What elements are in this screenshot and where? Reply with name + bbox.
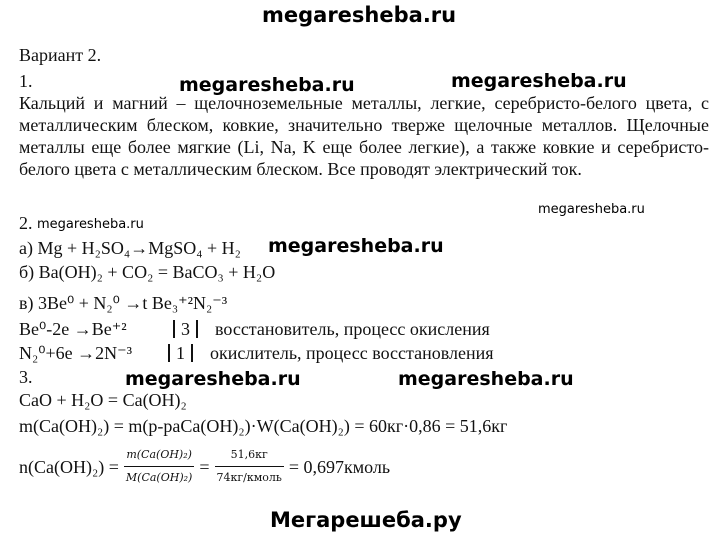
fraction-values-numerator: 51,6кг: [215, 444, 284, 467]
q3-number: 3.: [19, 367, 33, 387]
coefficient-box-1: [173, 318, 198, 340]
q2-equation-a: а) Mg + H₂SO₄→MgSO₄ + H₂: [19, 238, 241, 258]
watermark: megaresheba.ru: [268, 235, 444, 257]
half-reaction-1: Be⁰-2e →Be⁺²: [19, 319, 127, 339]
coefficient-1: 3: [173, 320, 198, 338]
fraction-values-denominator: 74кг/кмоль: [216, 471, 282, 484]
equals-sign: =: [199, 456, 210, 477]
q3-moles-left: n(Ca(OH)₂) =: [19, 456, 119, 477]
fraction-formula-denominator: M(Ca(OH)₂): [125, 471, 193, 484]
header-site-title: megaresheba.ru: [262, 3, 457, 27]
half-reaction-2: N₂⁰+6e →2N⁻³: [19, 343, 133, 363]
coefficient-2: 1: [168, 344, 193, 362]
q1-number: 1.: [19, 71, 33, 91]
q3-equation: CaO + H₂O = Ca(OH)₂: [19, 390, 187, 410]
watermark: megaresheba.ru: [451, 70, 627, 92]
q2-number: 2.: [19, 213, 33, 233]
coefficient-box-2: [168, 342, 193, 364]
watermark: megaresheba.ru: [125, 368, 301, 390]
watermark: megaresheba.ru: [398, 368, 574, 390]
fraction-values: [215, 444, 284, 489]
half-reaction-1-note: восстановитель, процесс окисления: [215, 319, 490, 339]
fraction-formula-numerator: m(Ca(OH)₂): [124, 444, 194, 467]
q3-mass-calculation: m(Ca(OH)₂) = m(р-раCa(OH)₂)·W(Ca(OH)₂) = 60кг·0,86 = 51,6кг: [19, 416, 508, 436]
half-reaction-2-note: окислитель, процесс восстановления: [210, 343, 494, 363]
q2-equation-b: б) Ba(OH)₂ + CO₂ = BaCO₃ + H₂O: [19, 262, 276, 282]
q1-answer-text: Кальций и магний – щелочноземельные металлы, легкие, серебристо-белого цвета, с металлическим блеском, ковкие, значительно тверже щелочные металлов. Щелочные металлы еще более мягкие (Li, Na, K еще более легкие), а также ковкие и серебристо-белого цвета с металлическим блеском. Все проводят электрический ток.: [19, 93, 709, 179]
watermark: megaresheba.ru: [179, 74, 355, 96]
q3-moles-calculation: [19, 444, 390, 489]
watermark: megaresheba.ru: [37, 217, 144, 232]
fraction-formula: [124, 444, 194, 489]
q2-equation-c: в) 3Be⁰ + N₂⁰ →t Be₃⁺²N₂⁻³: [19, 293, 228, 313]
watermark: megaresheba.ru: [538, 202, 645, 217]
q3-moles-result: = 0,697кмоль: [288, 456, 391, 477]
variant-title: Вариант 2.: [19, 45, 102, 65]
footer-site-title: Мегарешеба.ру: [270, 508, 462, 532]
